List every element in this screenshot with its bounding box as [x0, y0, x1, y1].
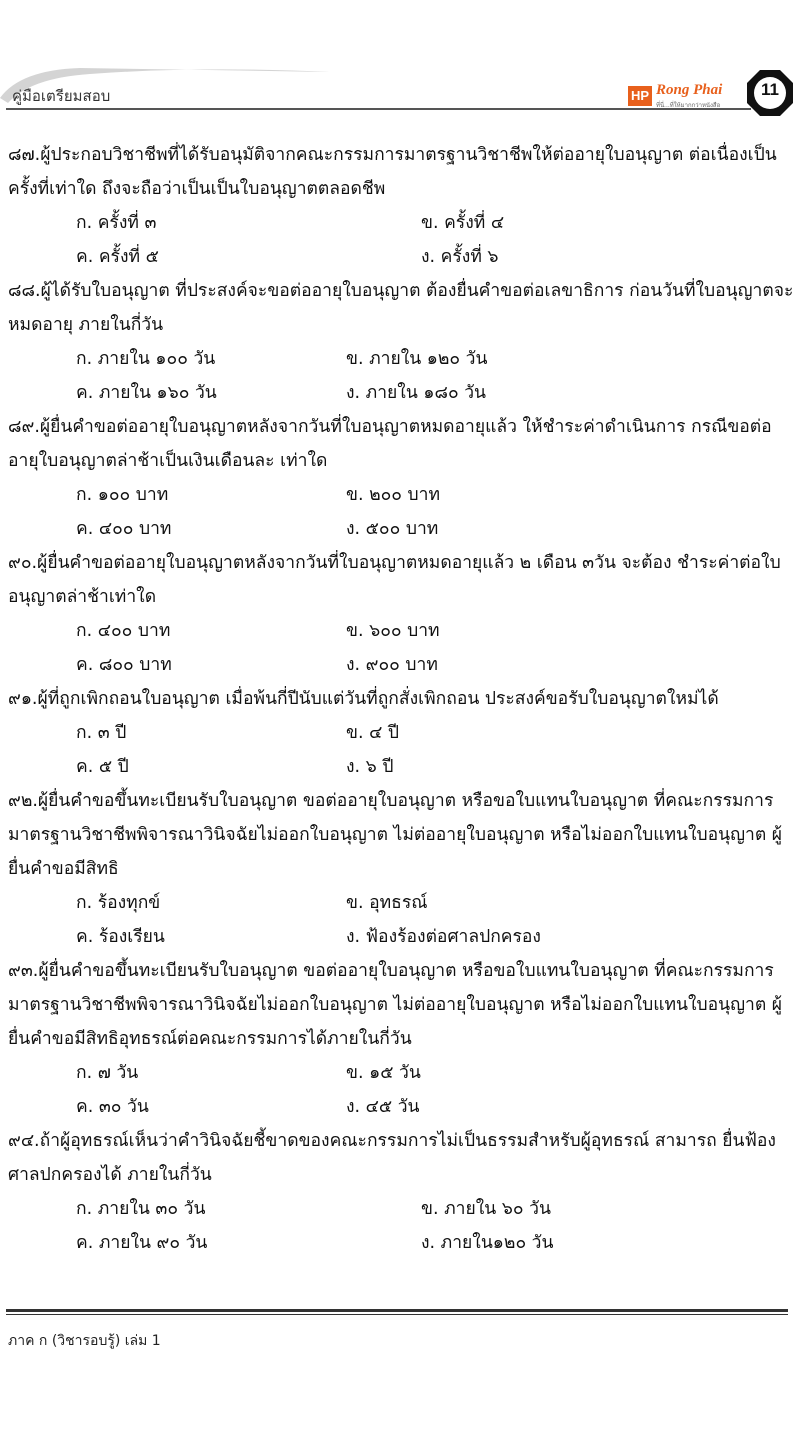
- option-b: ข. ครั้งที่ ๔: [421, 213, 505, 233]
- answer-options: [0, 1192, 800, 1260]
- logo-tagline: ที่นี่...ที่ให้มากกว่าหนังสือ: [656, 102, 721, 109]
- option-b: ข. ๔ ปี: [346, 723, 400, 743]
- logo-hp-mark: HP: [628, 86, 652, 106]
- question-text: ๙๔.ถ้าผู้อุทธรณ์เห็นว่าคำวินิจฉัยชี้ขาดของคณะกรรมการไม่เป็นธรรมสำหรับผู้อุทธรณ์ สามารถ ยื่นฟ้องศาลปกครองได้ ภายในกี่วัน: [8, 1131, 776, 1185]
- question-89: [0, 410, 800, 546]
- footer-rule: [6, 1309, 788, 1312]
- answer-options: [0, 614, 800, 682]
- option-b: ข. ๑๕ วัน: [346, 1063, 421, 1083]
- option-c: ค. ๕ ปี: [76, 757, 129, 777]
- answer-options: [0, 342, 800, 410]
- option-a: ก. ครั้งที่ ๓: [76, 213, 157, 233]
- book-title: คู่มือเตรียมสอบ: [12, 87, 111, 105]
- question-93: [0, 954, 800, 1124]
- option-a: ก. ร้องทุกข์: [76, 893, 161, 913]
- option-d: ง. ฟ้องร้องต่อศาลปกครอง: [346, 927, 541, 947]
- question-92: [0, 784, 800, 954]
- option-d: ง. ครั้งที่ ๖: [421, 247, 499, 267]
- option-a: ก. ๔๐๐ บาท: [76, 621, 171, 641]
- question-text: ๙๐.ผู้ยื่นคำขอต่ออายุใบอนุญาตหลังจากวันที่ใบอนุญาตหมดอายุแล้ว ๒ เดือน ๓วัน จะต้อง ชำระค่าต่อใบอนุญาตล่าช้าเท่าใด: [8, 553, 781, 607]
- answer-options: [0, 1056, 800, 1124]
- option-b: ข. ภายใน ๑๒๐ วัน: [346, 349, 488, 369]
- option-a: ก. ๗ วัน: [76, 1063, 139, 1083]
- publisher-logo: [628, 80, 748, 110]
- option-c: ค. ๘๐๐ บาท: [76, 655, 172, 675]
- question-text: ๘๗.ผู้ประกอบวิชาชีพที่ได้รับอนุมัติจากคณะกรรมการมาตรฐานวิชาชีพให้ต่ออายุใบอนุญาต ต่อเนื่องเป็นครั้งที่เท่าใด ถึงจะถือว่าเป็นเป็นใบอนุญาตตลอดชีพ: [8, 145, 777, 199]
- option-d: ง. ๕๐๐ บาท: [346, 519, 439, 539]
- question-90: [0, 546, 800, 682]
- option-c: ค. ๓๐ วัน: [76, 1097, 149, 1117]
- footer-rule-thin: [6, 1314, 788, 1315]
- option-a: ก. ภายใน ๓๐ วัน: [76, 1199, 206, 1219]
- option-a: ก. ๓ ปี: [76, 723, 127, 743]
- question-text: ๙๑.ผู้ที่ถูกเพิกถอนใบอนุญาต เมื่อพ้นกี่ปีนับแต่วันที่ถูกสั่งเพิกถอน ประสงค์ขอรับใบอนุญาตใหม่ได้: [8, 689, 719, 709]
- page-header: [0, 0, 800, 130]
- option-a: ก. ภายใน ๑๐๐ วัน: [76, 349, 216, 369]
- option-c: ค. ร้องเรียน: [76, 927, 165, 947]
- logo-name: Rong Phai: [656, 82, 723, 98]
- question-text: ๙๒.ผู้ยื่นคำขอขึ้นทะเบียนรับใบอนุญาต ขอต่ออายุใบอนุญาต หรือขอใบแทนใบอนุญาต ที่คณะกรรมการมาตรฐานวิชาชีพพิจารณาวินิจฉัยไม่ออกใบอนุญาต ไม่ต่ออายุใบอนุญาต หรือไม่ออกใบแทนใบอนุญาต ผู้ยื่นคำขอมีสิทธิ: [8, 791, 783, 879]
- question-text: ๙๓.ผู้ยื่นคำขอขึ้นทะเบียนรับใบอนุญาต ขอต่ออายุใบอนุญาต หรือขอใบแทนใบอนุญาต ที่คณะกรรมการมาตรฐานวิชาชีพพิจารณาวินิจฉัยไม่ออกใบอนุญาต ไม่ต่ออายุใบอนุญาต หรือไม่ออกใบแทนใบอนุญาต ผู้ยื่นคำขอมีสิทธิอุทธรณ์ต่อคณะกรรมการได้ภายในกี่วัน: [8, 961, 783, 1049]
- option-c: ค. ภายใน ๙๐ วัน: [76, 1233, 208, 1253]
- option-c: ค. ๔๐๐ บาท: [76, 519, 172, 539]
- question-87: [0, 138, 800, 274]
- question-91: [0, 682, 800, 784]
- answer-options: [0, 886, 800, 954]
- question-text: ๘๙.ผู้ยื่นคำขอต่ออายุใบอนุญาตหลังจากวันที่ใบอนุญาตหมดอายุแล้ว ให้ชำระค่าดำเนินการ กรณีขอต่ออายุใบอนุญาตล่าช้าเป็นเงินเดือนละ เท่าใด: [8, 417, 772, 471]
- answer-options: [0, 206, 800, 274]
- option-d: ง. ภายใน๑๒๐ วัน: [421, 1233, 554, 1253]
- option-b: ข. ๖๐๐ บาท: [346, 621, 440, 641]
- option-c: ค. ภายใน ๑๖๐ วัน: [76, 383, 217, 403]
- footer-text: ภาค ก (วิชารอบรู้) เล่ม 1: [8, 1333, 161, 1349]
- option-b: ข. ๒๐๐ บาท: [346, 485, 441, 505]
- question-list: [0, 138, 800, 1260]
- option-b: ข. อุทธรณ์: [346, 893, 428, 913]
- answer-options: [0, 478, 800, 546]
- option-d: ง. ๖ ปี: [346, 757, 394, 777]
- option-b: ข. ภายใน ๖๐ วัน: [421, 1199, 551, 1219]
- option-a: ก. ๑๐๐ บาท: [76, 485, 169, 505]
- question-text: ๘๘.ผู้ได้รับใบอนุญาต ที่ประสงค์จะขอต่ออายุใบอนุญาต ต้องยื่นคำขอต่อเลขาธิการ ก่อนวันที่ใบอนุญาตจะหมดอายุ ภายในกี่วัน: [8, 281, 794, 335]
- answer-options: [0, 716, 800, 784]
- option-d: ง. ๙๐๐ บาท: [346, 655, 438, 675]
- option-d: ง. ภายใน ๑๘๐ วัน: [346, 383, 486, 403]
- page-number: 11: [761, 80, 779, 99]
- question-88: [0, 274, 800, 410]
- question-94: [0, 1124, 800, 1260]
- option-d: ง. ๔๕ วัน: [346, 1097, 420, 1117]
- option-c: ค. ครั้งที่ ๕: [76, 247, 159, 267]
